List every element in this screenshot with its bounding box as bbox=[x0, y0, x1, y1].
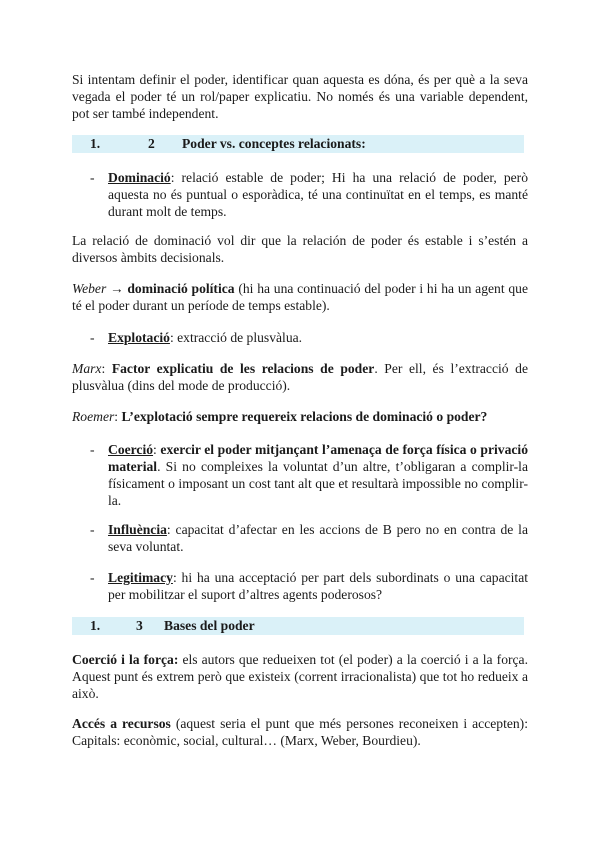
list-item-body bbox=[108, 169, 528, 220]
marx-thesis: Factor explicatiu de les relacions de poder bbox=[111, 361, 375, 376]
intro-paragraph: Si intentam definir el poder, identificar quan aquesta es dóna, és per què a la seva vegada el poder té un rol/paper explicatiu. No només és una variable dependent, pot ser també independent. bbox=[72, 72, 528, 121]
list-dash: - bbox=[90, 570, 95, 585]
term-influencia: Influència bbox=[108, 522, 167, 537]
paragraph-coercio-forca bbox=[72, 651, 528, 702]
definition-influencia: : capacitat d’afectar en les accions de B pero no en contra de la seva voluntat. bbox=[108, 522, 528, 554]
definition-legitimacy: : hi ha una acceptació per part dels subordinats o una capacitat per mobilitzar el suport d’altres agents poderosos? bbox=[108, 570, 528, 602]
paragraph-roemer bbox=[72, 408, 528, 425]
heading-list-number: 1. bbox=[90, 618, 101, 633]
list-dash: - bbox=[90, 522, 95, 537]
list-item-body bbox=[108, 521, 528, 555]
marx-explanation: . Per ell, és l’extracció de plusvàlua (dins del mode de producció). bbox=[72, 361, 528, 393]
heading-title: Bases del poder bbox=[164, 618, 255, 633]
paragraph-acces-recursos bbox=[72, 715, 528, 749]
list-dash: - bbox=[90, 442, 95, 457]
heading-title: Poder vs. conceptes relacionats: bbox=[182, 136, 366, 151]
author-roemer: Roemer bbox=[72, 409, 115, 424]
separator: : bbox=[114, 409, 122, 424]
coercio-definition: exercir el poder mitjançant l’amenaça de força física o privació material bbox=[108, 442, 528, 474]
list-item-body bbox=[108, 569, 528, 603]
list-item-body bbox=[108, 329, 528, 346]
paragraph-dominacio: La relació de dominació vol dir que la relación de poder és estable i s’estén a diversos àmbits decisionals. bbox=[72, 233, 528, 265]
roemer-question: L’explotació sempre requereix relacions de dominació o poder? bbox=[121, 409, 488, 424]
separator: : bbox=[101, 361, 112, 376]
coercio-forca-text: els autors que redueixen tot (el poder) a la coerció i a la força. Aquest punt és extrem però que existeix (corrent irracionalista) que tot ho redueix a això. bbox=[72, 652, 528, 701]
coercio-forca-lead: Coerció i la força: bbox=[72, 652, 179, 667]
coercio-explanation: . Si no compleixes la voluntat d’un altre, t’obligaran a complir-la físicament o imposant un cost tant alt que et resultarà impossible no complir-la. bbox=[108, 459, 528, 508]
acces-text: (aquest seria el punt que més persones reconeixen i accepten): Capitals: econòmic, social, cultural… (Marx, Weber, Bourdieu). bbox=[72, 716, 528, 748]
list-dash: - bbox=[90, 330, 95, 345]
heading-section-number: 3 bbox=[136, 618, 143, 633]
author-weber: Weber bbox=[72, 281, 107, 296]
definition-dominacio: : relació estable de poder; Hi ha una relació de poder, però aquesta no és puntual o esporàdica, té una continuïtat en el temps, es manté durant molt de temps. bbox=[108, 170, 528, 219]
section-heading-3 bbox=[72, 617, 524, 635]
list-dash: - bbox=[90, 170, 95, 185]
term-explotacio: Explotació bbox=[108, 330, 170, 345]
term-dominacio: Dominació bbox=[108, 170, 171, 185]
weber-concept: dominació política bbox=[127, 281, 235, 296]
list-item-body bbox=[108, 441, 528, 509]
section-heading-2 bbox=[72, 135, 524, 153]
arrow-symbol: → bbox=[106, 281, 128, 296]
acces-lead: Accés a recursos bbox=[72, 716, 171, 731]
heading-section-number: 2 bbox=[148, 136, 155, 151]
weber-explanation: (hi ha una continuació del poder i hi ha un agent que té el poder durant un període de temps estable). bbox=[72, 281, 529, 313]
paragraph-weber bbox=[72, 280, 528, 314]
separator: : bbox=[153, 442, 161, 457]
author-marx: Marx bbox=[72, 361, 102, 376]
paragraph-marx bbox=[72, 360, 528, 394]
term-legitimacy: Legitimacy bbox=[108, 570, 173, 585]
term-coercio: Coerció bbox=[108, 442, 154, 457]
definition-explotacio: : extracció de plusvàlua. bbox=[169, 330, 303, 345]
heading-list-number: 1. bbox=[90, 136, 101, 151]
